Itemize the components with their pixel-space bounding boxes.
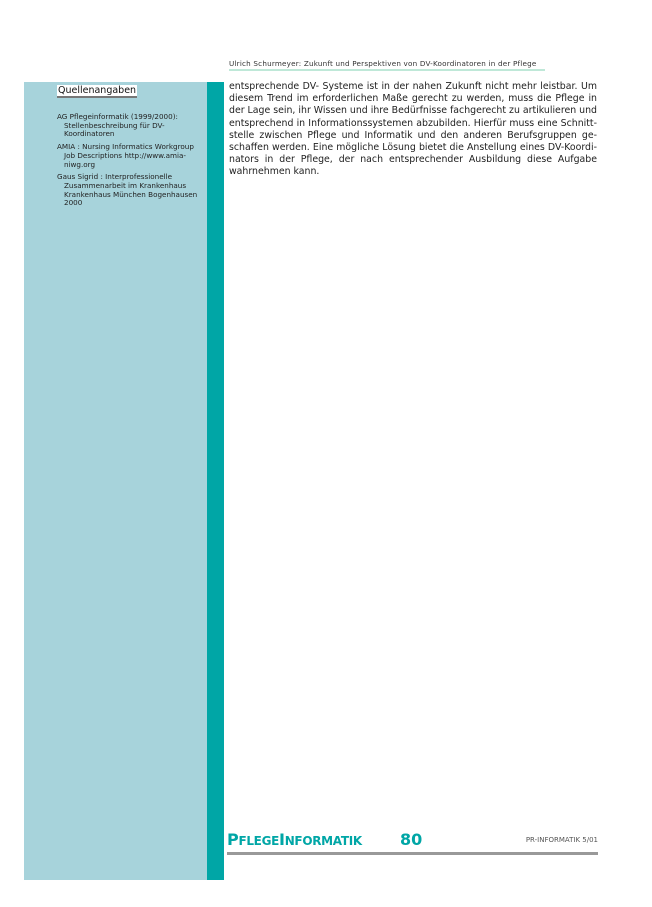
source-item: AMIA : Nursing Informatics Workgroup Job Descriptions http://www.amia-niwg.org <box>57 142 194 169</box>
footer <box>227 830 598 855</box>
issue-label: PR-INFORMATIK 5/01 <box>525 836 598 844</box>
running-header: Ulrich Schurmeyer: Zukunft und Perspektiven von DV-Koordinatoren in der Pflege <box>229 59 545 71</box>
body-paragraph: entsprechende DV- Systeme ist in der nahen Zukunft nicht mehr leistbar. Um diesem Trend im erforderlichen Maße gerecht zu werden, muss die Pflege in der Lage sein, ihr Wissen und ihre Bedürfnisse fachgerecht zu artikulieren und entsprechend in Informationssystemen abzubilden. Hierfür muss eine Schnittstelle zwischen Pflege und Informatik und den anderen Berufsgruppen geschaffen werden. Eine mögliche Lösung bietet die Anstellung eines DV-Koordinators in der Pflege, der nach entsprechender Ausbildung diese Aufgabe wahrnehmen kann. <box>229 81 597 178</box>
source-item: Gaus Sigrid : Interprofessionelle Zusammenarbeit im Krankenhaus Krankenhaus München Bogenhausen 2000 <box>57 172 198 208</box>
sources-list <box>57 113 205 212</box>
brand-logo: PFLEGEINFORMATIK <box>227 830 362 849</box>
source-item: AG Pflegeinformatik (1999/2000): Stellenbeschreibung für DV-Koordinatoren <box>57 112 178 139</box>
sources-heading: Quellenangaben <box>58 85 137 96</box>
accent-strip <box>207 82 224 880</box>
page-number: 80 <box>400 830 423 849</box>
